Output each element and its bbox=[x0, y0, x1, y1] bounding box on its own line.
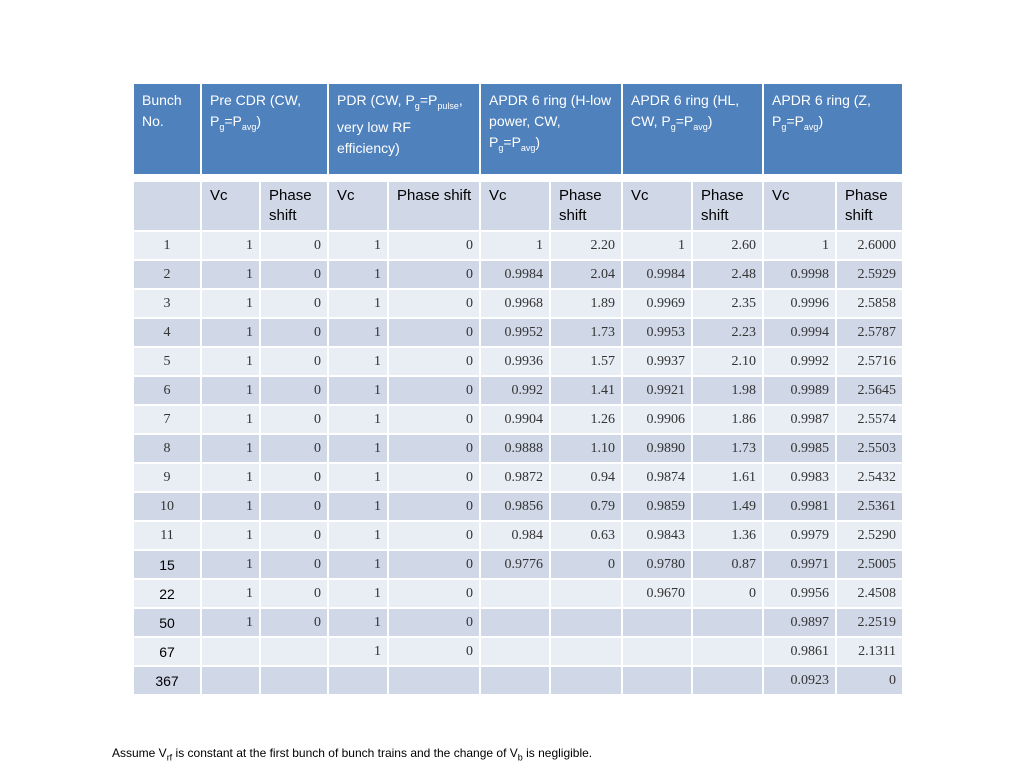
table-cell: 1 bbox=[202, 261, 259, 288]
bunch-number: 367 bbox=[134, 667, 200, 694]
table-cell: 0.9904 bbox=[481, 406, 549, 433]
table-cell: 1 bbox=[202, 319, 259, 346]
table-cell: 2.5005 bbox=[837, 551, 902, 578]
table-cell: 0 bbox=[261, 580, 327, 607]
table-cell: 1.41 bbox=[551, 377, 621, 404]
table-cell: 0.9937 bbox=[623, 348, 691, 375]
table-cell: 0.79 bbox=[551, 493, 621, 520]
subheader-cell: Vc bbox=[202, 182, 259, 230]
table-cell: 2.23 bbox=[693, 319, 762, 346]
table-cell: 1 bbox=[202, 580, 259, 607]
table-row bbox=[134, 464, 902, 491]
table-cell: 2.5929 bbox=[837, 261, 902, 288]
table-cell: 0.9984 bbox=[623, 261, 691, 288]
table-cell: 2.5787 bbox=[837, 319, 902, 346]
table-cell: 1 bbox=[202, 377, 259, 404]
table-cell: 1.49 bbox=[693, 493, 762, 520]
table-cell: 1 bbox=[329, 493, 387, 520]
table-cell: 0.9968 bbox=[481, 290, 549, 317]
table-cell: 0 bbox=[389, 493, 479, 520]
table-cell bbox=[329, 667, 387, 694]
table-cell: 1 bbox=[329, 319, 387, 346]
header-bunch: Bunch No. bbox=[134, 84, 200, 174]
table-cell: 0 bbox=[389, 638, 479, 665]
table-cell: 0 bbox=[389, 580, 479, 607]
table-cell: 1 bbox=[329, 464, 387, 491]
subheader-cell: Phase shift bbox=[837, 182, 902, 230]
subheader-cell: Vc bbox=[764, 182, 835, 230]
table-cell: 0 bbox=[261, 493, 327, 520]
table-cell bbox=[693, 667, 762, 694]
subheader-blank bbox=[134, 182, 200, 230]
table-cell: 0.9952 bbox=[481, 319, 549, 346]
table-cell: 0.9888 bbox=[481, 435, 549, 462]
bunch-number: 6 bbox=[134, 377, 200, 404]
table-cell bbox=[551, 609, 621, 636]
table-cell bbox=[551, 580, 621, 607]
table-cell: 0.9856 bbox=[481, 493, 549, 520]
table-cell: 0 bbox=[261, 522, 327, 549]
table-cell: 1 bbox=[329, 261, 387, 288]
table-row bbox=[134, 377, 902, 404]
table-cell: 0 bbox=[389, 290, 479, 317]
table-cell: 1 bbox=[202, 551, 259, 578]
table-cell: 1 bbox=[329, 551, 387, 578]
table-cell: 0.9874 bbox=[623, 464, 691, 491]
table-cell: 0 bbox=[389, 348, 479, 375]
table-cell: 1.10 bbox=[551, 435, 621, 462]
table-cell: 0 bbox=[389, 261, 479, 288]
table-cell: 0 bbox=[261, 406, 327, 433]
table-cell: 2.5858 bbox=[837, 290, 902, 317]
table-cell: 0 bbox=[389, 551, 479, 578]
subheader-cell: Vc bbox=[623, 182, 691, 230]
table-row bbox=[134, 348, 902, 375]
table-cell: 0.9969 bbox=[623, 290, 691, 317]
subheader-cell: Phase shift bbox=[261, 182, 327, 230]
table-cell: 1 bbox=[481, 232, 549, 259]
table-cell: 1 bbox=[202, 290, 259, 317]
table-cell: 0 bbox=[261, 377, 327, 404]
table-row bbox=[134, 493, 902, 520]
table-cell bbox=[551, 667, 621, 694]
table-cell: 0.9998 bbox=[764, 261, 835, 288]
table-cell: 2.5645 bbox=[837, 377, 902, 404]
bunch-number: 67 bbox=[134, 638, 200, 665]
table-cell: 1.57 bbox=[551, 348, 621, 375]
bunch-number: 3 bbox=[134, 290, 200, 317]
bunch-number: 9 bbox=[134, 464, 200, 491]
table-cell: 1 bbox=[764, 232, 835, 259]
table-cell bbox=[623, 609, 691, 636]
subheader-cell: Vc bbox=[329, 182, 387, 230]
bunch-number: 8 bbox=[134, 435, 200, 462]
table-row bbox=[134, 522, 902, 549]
table-cell bbox=[481, 580, 549, 607]
table-cell: 0.9979 bbox=[764, 522, 835, 549]
table-cell bbox=[202, 667, 259, 694]
table-row bbox=[134, 232, 902, 259]
table-cell: 0.9897 bbox=[764, 609, 835, 636]
header-row bbox=[134, 84, 902, 174]
bunch-number: 4 bbox=[134, 319, 200, 346]
table-cell: 0.9670 bbox=[623, 580, 691, 607]
table-cell: 2.6000 bbox=[837, 232, 902, 259]
table-cell: 0 bbox=[389, 609, 479, 636]
table-cell bbox=[481, 638, 549, 665]
table-cell: 2.48 bbox=[693, 261, 762, 288]
table-row bbox=[134, 609, 902, 636]
table-cell: 0.9981 bbox=[764, 493, 835, 520]
table-cell: 0 bbox=[261, 319, 327, 346]
header-apdr-z: APDR 6 ring (Z, $P_g=P_{avg}$) bbox=[764, 84, 902, 174]
table-row bbox=[134, 290, 902, 317]
table-cell: 0.9780 bbox=[623, 551, 691, 578]
table-cell: 0 bbox=[261, 290, 327, 317]
table-cell: 1 bbox=[202, 435, 259, 462]
table-cell: 0 bbox=[551, 551, 621, 578]
table-cell: 0 bbox=[261, 435, 327, 462]
table-cell: 2.10 bbox=[693, 348, 762, 375]
table-cell: 2.20 bbox=[551, 232, 621, 259]
table-cell: 0.9984 bbox=[481, 261, 549, 288]
table-row bbox=[134, 406, 902, 433]
table-cell: 0.0923 bbox=[764, 667, 835, 694]
footnote: Assume $V_{rf}$ is constant at the first bunch of bunch trains and the change of $V_b$ is negligible. bbox=[112, 746, 593, 763]
table-cell: 2.5574 bbox=[837, 406, 902, 433]
table-cell: 0.63 bbox=[551, 522, 621, 549]
table-cell: 1.73 bbox=[693, 435, 762, 462]
table-cell: 1 bbox=[623, 232, 691, 259]
table-cell: 0 bbox=[261, 609, 327, 636]
table-cell: 1 bbox=[202, 493, 259, 520]
table-cell bbox=[261, 667, 327, 694]
header-pre-cdr: Pre CDR (CW, $P_g=P_{avg}$) bbox=[202, 84, 327, 174]
table-cell: 0 bbox=[693, 580, 762, 607]
table-cell: 2.5503 bbox=[837, 435, 902, 462]
table-cell: 2.35 bbox=[693, 290, 762, 317]
table-cell: 0.9985 bbox=[764, 435, 835, 462]
table-cell: 0 bbox=[389, 319, 479, 346]
table-cell: 1.73 bbox=[551, 319, 621, 346]
table-cell: 1.98 bbox=[693, 377, 762, 404]
table-cell: 2.2519 bbox=[837, 609, 902, 636]
table-cell: 1 bbox=[329, 638, 387, 665]
table-cell: 0 bbox=[837, 667, 902, 694]
table-cell: 0 bbox=[389, 406, 479, 433]
table-cell: 0.984 bbox=[481, 522, 549, 549]
table-cell: 2.04 bbox=[551, 261, 621, 288]
table-cell bbox=[693, 609, 762, 636]
table-cell: 0.992 bbox=[481, 377, 549, 404]
bunch-number: 15 bbox=[134, 551, 200, 578]
table-row bbox=[134, 435, 902, 462]
table-cell: 0.9983 bbox=[764, 464, 835, 491]
table-cell: 1.36 bbox=[693, 522, 762, 549]
table-cell: 1 bbox=[329, 609, 387, 636]
table-cell: 0 bbox=[389, 435, 479, 462]
table-cell: 2.5361 bbox=[837, 493, 902, 520]
header-pdr: PDR (CW, $P_g=P_{pulse}$, very low RF efficiency) bbox=[329, 84, 479, 174]
table-cell: 2.5432 bbox=[837, 464, 902, 491]
table-cell bbox=[389, 667, 479, 694]
header-apdr-hl: APDR 6 ring (HL, CW, $P_g=P_{avg}$) bbox=[623, 84, 762, 174]
table-cell: 0 bbox=[261, 551, 327, 578]
table-cell: 0.9859 bbox=[623, 493, 691, 520]
table-cell bbox=[261, 638, 327, 665]
table-cell: 2.1311 bbox=[837, 638, 902, 665]
table-cell bbox=[202, 638, 259, 665]
table-cell: 0 bbox=[389, 232, 479, 259]
subheader-cell: Phase shift bbox=[693, 182, 762, 230]
bunch-number: 2 bbox=[134, 261, 200, 288]
table-cell: 0.9971 bbox=[764, 551, 835, 578]
table-row bbox=[134, 551, 902, 578]
table-cell: 0.9906 bbox=[623, 406, 691, 433]
table-cell bbox=[481, 667, 549, 694]
table-cell: 0 bbox=[389, 522, 479, 549]
table-cell: 0.9992 bbox=[764, 348, 835, 375]
table-cell bbox=[693, 638, 762, 665]
table-row bbox=[134, 261, 902, 288]
table-cell: 2.60 bbox=[693, 232, 762, 259]
table-cell: 2.5716 bbox=[837, 348, 902, 375]
bunch-number: 50 bbox=[134, 609, 200, 636]
bunch-number: 5 bbox=[134, 348, 200, 375]
table-cell: 0 bbox=[261, 464, 327, 491]
table-cell: 0.87 bbox=[693, 551, 762, 578]
table-row bbox=[134, 638, 902, 665]
table-row bbox=[134, 319, 902, 346]
table-cell: 1 bbox=[329, 522, 387, 549]
table-cell: 0 bbox=[389, 464, 479, 491]
table-cell: 0.9996 bbox=[764, 290, 835, 317]
table-row bbox=[134, 667, 902, 694]
subheader-cell: Phase shift bbox=[389, 182, 479, 230]
table-cell: 1 bbox=[202, 406, 259, 433]
table-cell: 0 bbox=[261, 261, 327, 288]
table-cell: 0.9861 bbox=[764, 638, 835, 665]
table-cell: 1 bbox=[329, 406, 387, 433]
table-cell: 0.9890 bbox=[623, 435, 691, 462]
table-cell: 1 bbox=[202, 522, 259, 549]
table-cell bbox=[623, 667, 691, 694]
table-cell: 1.89 bbox=[551, 290, 621, 317]
table-cell: 0 bbox=[261, 348, 327, 375]
table-cell: 0 bbox=[389, 377, 479, 404]
table-cell: 1 bbox=[202, 232, 259, 259]
table-cell: 0.9843 bbox=[623, 522, 691, 549]
subheader-cell: Vc bbox=[481, 182, 549, 230]
table-cell: 0.9956 bbox=[764, 580, 835, 607]
table-cell: 1 bbox=[329, 377, 387, 404]
table-cell: 1.86 bbox=[693, 406, 762, 433]
table-cell: 2.4508 bbox=[837, 580, 902, 607]
table-cell: 1 bbox=[329, 232, 387, 259]
table-cell: 0.9872 bbox=[481, 464, 549, 491]
table-cell: 0.9994 bbox=[764, 319, 835, 346]
results-table bbox=[132, 82, 904, 696]
table-cell bbox=[481, 609, 549, 636]
table-cell: 1.61 bbox=[693, 464, 762, 491]
subheader-row bbox=[134, 182, 902, 230]
table-cell: 0.9936 bbox=[481, 348, 549, 375]
table-cell: 2.5290 bbox=[837, 522, 902, 549]
bunch-number: 10 bbox=[134, 493, 200, 520]
table-cell: 0.9776 bbox=[481, 551, 549, 578]
bunch-number: 7 bbox=[134, 406, 200, 433]
table-cell bbox=[623, 638, 691, 665]
table-cell: 0.9987 bbox=[764, 406, 835, 433]
table-cell: 0.9921 bbox=[623, 377, 691, 404]
table-row bbox=[134, 580, 902, 607]
table-cell: 1 bbox=[329, 290, 387, 317]
subheader-cell: Phase shift bbox=[551, 182, 621, 230]
table-cell: 1 bbox=[329, 435, 387, 462]
table-cell: 1 bbox=[329, 580, 387, 607]
bunch-number: 1 bbox=[134, 232, 200, 259]
table-cell: 0.9953 bbox=[623, 319, 691, 346]
table-cell: 0.94 bbox=[551, 464, 621, 491]
bunch-number: 22 bbox=[134, 580, 200, 607]
table-cell: 1 bbox=[329, 348, 387, 375]
table-cell: 1 bbox=[202, 609, 259, 636]
header-apdr-h: APDR 6 ring (H-low power, CW, $P_g=P_{avg}$) bbox=[481, 84, 621, 174]
bunch-number: 11 bbox=[134, 522, 200, 549]
table-cell: 1 bbox=[202, 348, 259, 375]
table-cell: 0 bbox=[261, 232, 327, 259]
table-cell bbox=[551, 638, 621, 665]
table-cell: 1.26 bbox=[551, 406, 621, 433]
table-cell: 1 bbox=[202, 464, 259, 491]
table-cell: 0.9989 bbox=[764, 377, 835, 404]
